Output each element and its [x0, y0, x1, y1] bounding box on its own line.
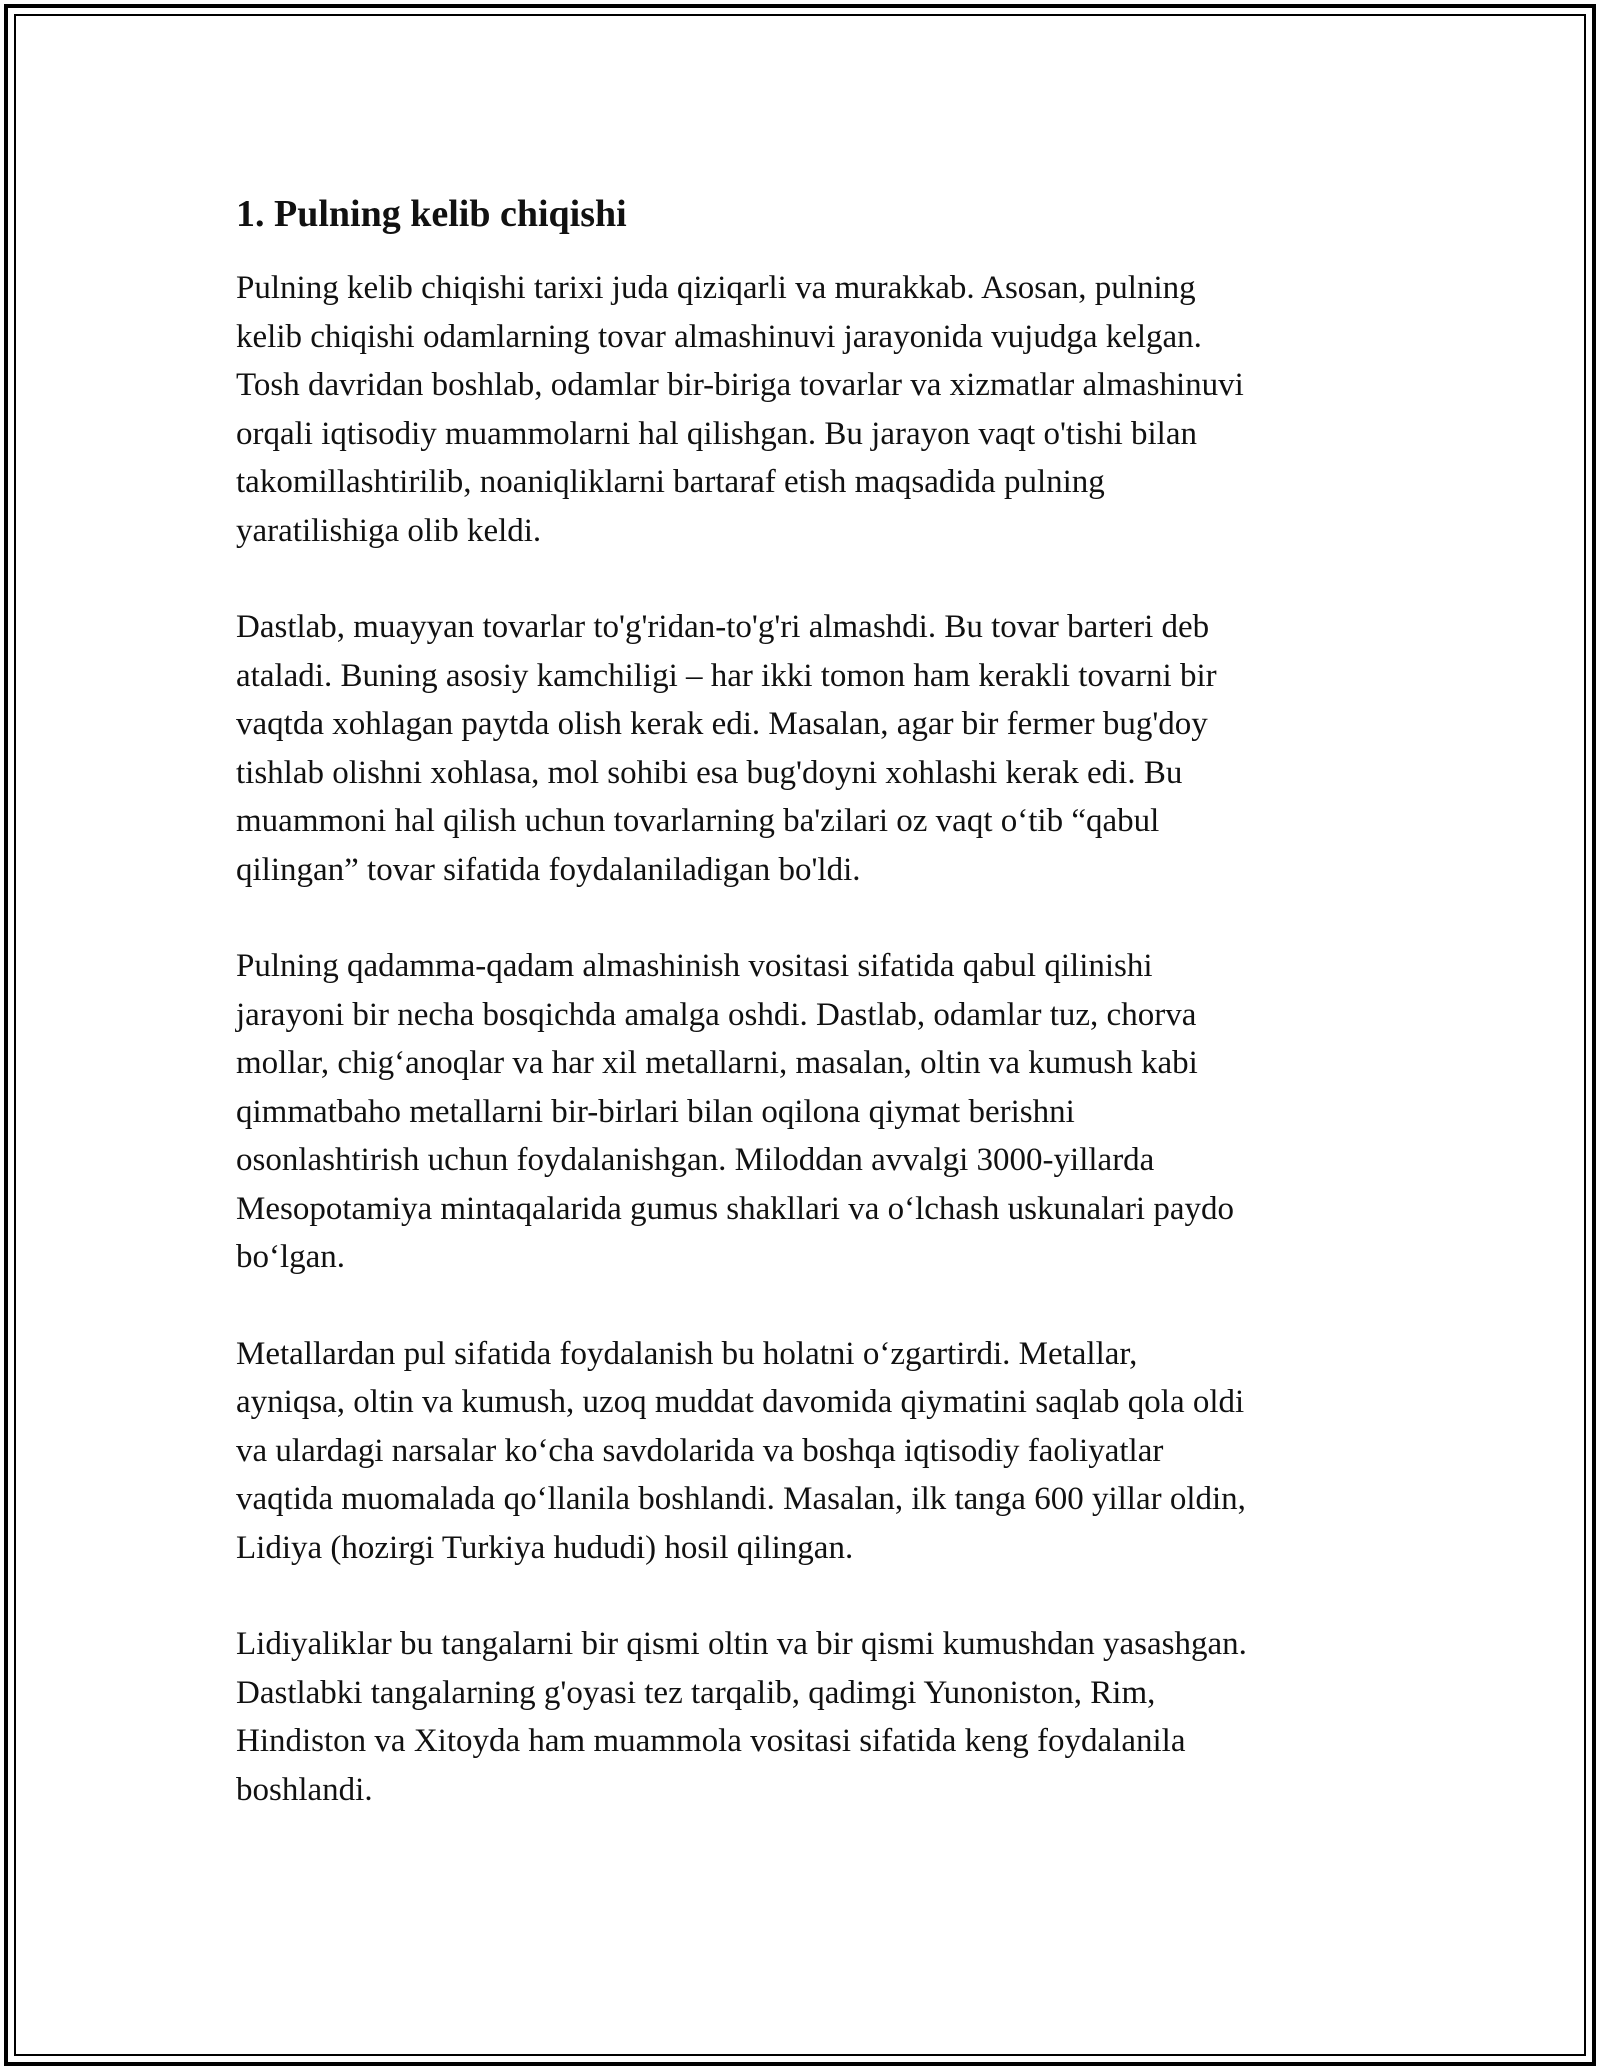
text-line: Pulning kelib chiqishi tarixi juda qiziqarli va murakkab. Asosan, pulning: [236, 270, 1196, 306]
text-line: vaqtda xohlagan paytda olish kerak edi. Masalan, agar bir fermer bug'doy: [236, 706, 1208, 742]
text-line: Tosh davridan boshlab, odamlar bir-biriga tovarlar va xizmatlar almashinuvi: [236, 367, 1244, 403]
text-line: jarayoni bir necha bosqichda amalga oshdi. Dastlab, odamlar tuz, chorva: [236, 996, 1197, 1033]
text-line: tishlab olishni xohlasa, mol sohibi esa bug'doyni xohlashi kerak edi. Bu: [236, 754, 1183, 791]
text-line: va ulardagi narsalar ko‘cha savdolarida va boshqa iqtisodiy faoliyatlar: [236, 1432, 1164, 1469]
text-line: osonlashtirish uchun foydalanishgan. Miloddan avvalgi 3000-yillarda: [236, 1142, 1155, 1178]
paragraph-3: [236, 942, 1376, 1282]
text-line: boshlandi.: [236, 1771, 373, 1808]
text-line: takomillashtirilib, noaniqliklarni bartaraf etish maqsadida pulning: [236, 464, 1105, 500]
paragraph-2: [236, 603, 1376, 894]
text-line: qimmatbaho metallarni bir-birlari bilan oqilona qiymat berishni: [236, 1093, 1075, 1130]
text-line: mollar, chig‘anoqlar va har xil metallarni, masalan, oltin va kumush kabi: [236, 1045, 1198, 1081]
text-line: ataladi. Buning asosiy kamchiligi – har ikki tomon ham kerakli tovarni bir: [236, 657, 1217, 694]
text-line: orqali iqtisodiy muammolarni hal qilishgan. Bu jarayon vaqt o'tishi bilan: [236, 415, 1197, 452]
paragraph-1: [236, 264, 1376, 555]
paragraph-5: [236, 1620, 1376, 1814]
text-line: Hindiston va Xitoyda ham muammola vositasi sifatida keng foydalanila: [236, 1723, 1186, 1759]
text-line: qilingan” tovar sifatida foydalaniladigan bo'ldi.: [236, 851, 861, 888]
text-line: vaqtida muomalada qo‘llanila boshlandi. Masalan, ilk tanga 600 yillar oldin,: [236, 1481, 1246, 1517]
text-line: Dastlab, muayyan tovarlar to'g'ridan-to'g'ri almashdi. Bu tovar barteri deb: [236, 609, 1210, 645]
text-line: yaratilishiga olib keldi.: [236, 512, 542, 549]
section-heading: 1. Pulning kelib chiqishi: [236, 193, 627, 235]
text-line: ayniqsa, oltin va kumush, uzoq muddat davomida qiymatini saqlab qola oldi: [236, 1384, 1245, 1420]
paragraph-4: [236, 1330, 1376, 1573]
text-line: Pulning qadamma-qadam almashinish vositasi sifatida qabul qilinishi: [236, 948, 1153, 984]
text-line: Mesopotamiya mintaqalarida gumus shakllari va o‘lchash uskunalari paydo: [236, 1190, 1234, 1227]
text-line: muammoni hal qilish uchun tovarlarning ba'zilari oz vaqt o‘tib “qabul: [236, 803, 1160, 839]
text-line: Lidiyaliklar bu tangalarni bir qismi oltin va bir qismi kumushdan yasashgan.: [236, 1626, 1247, 1662]
text-line: Metallardan pul sifatida foydalanish bu holatni o‘zgartirdi. Metallar,: [236, 1335, 1138, 1372]
text-line: Lidiya (hozirgi Turkiya hududi) hosil qilingan.: [236, 1529, 854, 1566]
text-line: bo‘lgan.: [236, 1239, 346, 1275]
text-line: Dastlabki tangalarning g'oyasi tez tarqalib, qadimgi Yunoniston, Rim,: [236, 1674, 1156, 1711]
document-body: [236, 186, 1376, 1862]
text-line: kelib chiqishi odamlarning tovar almashinuvi jarayonida vujudga kelgan.: [236, 318, 1202, 355]
